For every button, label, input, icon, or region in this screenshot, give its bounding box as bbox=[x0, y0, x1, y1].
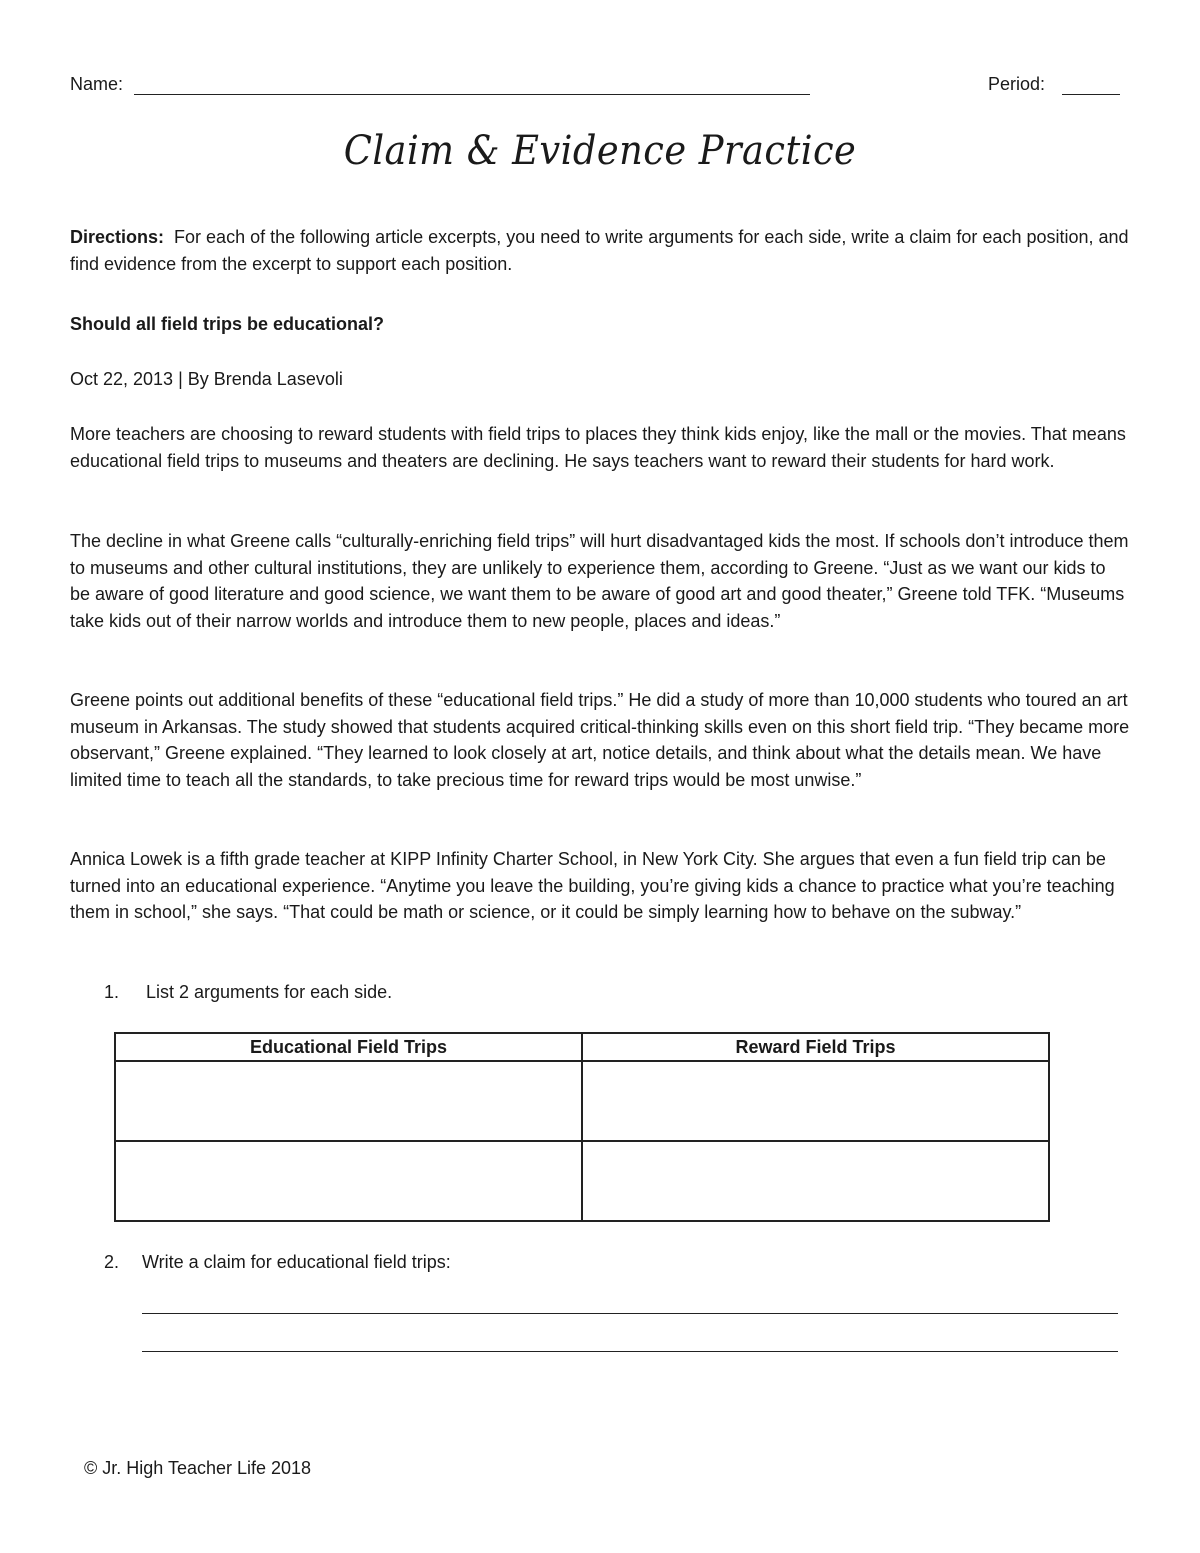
arguments-table bbox=[114, 1032, 1050, 1222]
table-header-educational: Educational Field Trips bbox=[115, 1033, 582, 1061]
table-header-row bbox=[115, 1033, 1049, 1061]
table-header-reward: Reward Field Trips bbox=[582, 1033, 1049, 1061]
table-row bbox=[115, 1061, 1049, 1141]
directions-text: For each of the following article excerpts, you need to write arguments for each side, write a claim for each position, and find evidence from the excerpt to support each position. bbox=[70, 227, 1129, 274]
article-paragraph: Annica Lowek is a fifth grade teacher at KIPP Infinity Charter School, in New York City. She argues that even a fun field trip can be turned into an educational experience. “Anytime you leave the building, you’re giving kids a chance to practice what you’re teaching them in school,” she says. “That could be math or science, or it could be simply learning how to behave on the subway.” bbox=[70, 849, 1115, 922]
period-blank-line bbox=[1062, 94, 1120, 95]
question-text: List 2 arguments for each side. bbox=[146, 982, 393, 1002]
name-label: Name: bbox=[70, 74, 124, 94]
answer-cell[interactable] bbox=[115, 1141, 582, 1221]
question-number: 2. bbox=[104, 1252, 120, 1272]
article-byline: Oct 22, 2013 | By Brenda Lasevoli bbox=[70, 369, 343, 389]
answer-cell[interactable] bbox=[582, 1141, 1049, 1221]
page-title: Claim & Evidence Practice bbox=[343, 128, 857, 174]
answer-line[interactable] bbox=[142, 1313, 1118, 1314]
copyright-footer: © Jr. High Teacher Life 2018 bbox=[84, 1458, 312, 1478]
article-paragraph: More teachers are choosing to reward students with field trips to places they think kids enjoy, like the mall or the movies. That means educational field trips to museums and theaters are declining. He says teachers want to reward their students for hard work. bbox=[70, 424, 1126, 471]
directions-label: Directions: bbox=[70, 227, 165, 247]
name-blank-line bbox=[134, 94, 810, 95]
article-paragraph: Greene points out additional benefits of these “educational field trips.” He did a study of more than 10,000 students who toured an art museum in Arkansas. The study showed that students acquired critical-thinking skills even on this short field trip. “They became more observant,” Greene explained. “They learned to look closely at art, notice details, and think about what the details mean. We have limited time to teach all the standards, to take precious time for reward trips would be most unwise.” bbox=[70, 690, 1130, 790]
period-label: Period: bbox=[988, 74, 1046, 94]
question-number: 1. bbox=[104, 982, 120, 1002]
article-paragraph: The decline in what Greene calls “culturally-enriching field trips” will hurt disadvantaged kids the most. If schools don’t introduce them to museums and other cultural institutions, they are unlikely to experience them, according to Greene. “Just as we want our kids to be aware of good literature and good science, we want them to be aware of good art and good theater,” Greene told TFK. “Museums take kids out of their narrow worlds and introduce them to new people, places and ideas.” bbox=[70, 531, 1129, 631]
article-question: Should all field trips be educational? bbox=[70, 314, 385, 334]
question-text: Write a claim for educational field trips: bbox=[142, 1252, 451, 1272]
answer-cell[interactable] bbox=[582, 1061, 1049, 1141]
table-row bbox=[115, 1141, 1049, 1221]
directions bbox=[70, 224, 1130, 277]
header bbox=[70, 74, 1122, 100]
answer-line[interactable] bbox=[142, 1351, 1118, 1352]
answer-cell[interactable] bbox=[115, 1061, 582, 1141]
